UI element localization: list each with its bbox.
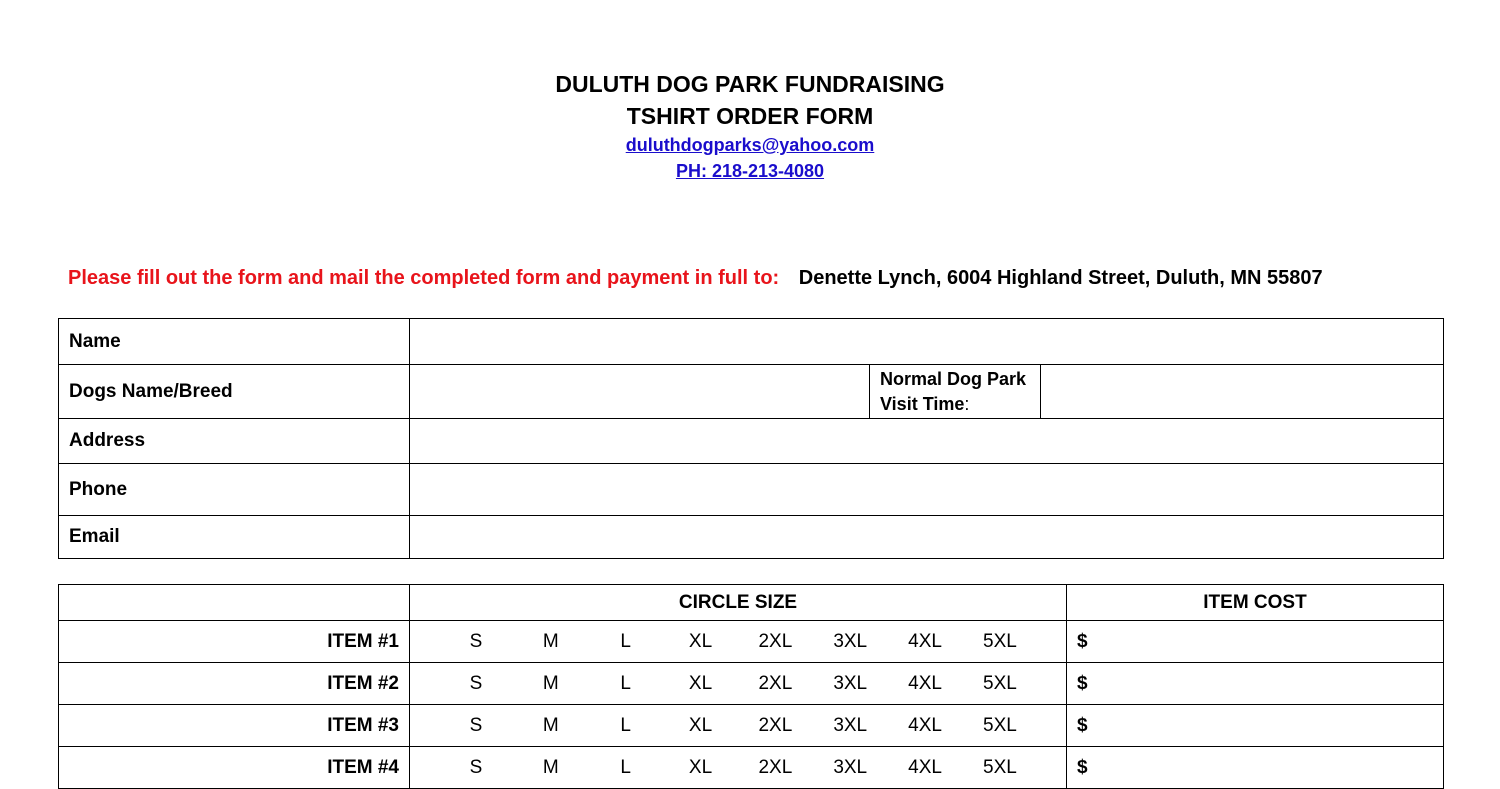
size-option[interactable]: S [469, 714, 483, 736]
size-option[interactable]: L [620, 672, 631, 694]
size-option[interactable]: M [542, 630, 559, 652]
visit-time-colon: : [964, 393, 970, 414]
size-option[interactable]: 4XL [908, 630, 942, 652]
size-option[interactable]: 2XL [758, 756, 793, 778]
size-option[interactable]: M [542, 714, 559, 736]
size-option[interactable]: XL [688, 630, 713, 652]
item-cost-field[interactable] [1067, 747, 1444, 789]
size-option[interactable]: S [469, 630, 483, 652]
visit-time-label-line1: Normal Dog Park [880, 368, 1027, 389]
dollar-sign: $ [1077, 672, 1088, 694]
visit-time-field[interactable] [1041, 365, 1444, 419]
mailing-instruction [68, 267, 1323, 290]
size-option[interactable]: XL [688, 714, 713, 736]
visit-time-label-line2: Visit Time [880, 393, 965, 414]
size-option[interactable]: XL [688, 756, 713, 778]
item-label: ITEM #1 [59, 621, 410, 663]
circle-size-header: CIRCLE SIZE [410, 585, 1067, 621]
size-option[interactable]: XL [688, 672, 713, 694]
size-option[interactable]: L [620, 714, 631, 736]
address-label: Address [59, 419, 410, 464]
blank-header-cell [59, 585, 410, 621]
email-label: Email [59, 516, 410, 559]
item-row [59, 747, 1444, 789]
title-line-2: TSHIRT ORDER FORM [626, 103, 874, 129]
size-option[interactable]: 3XL [833, 714, 868, 736]
size-options [410, 663, 1067, 705]
item-cost-header: ITEM COST [1067, 585, 1444, 621]
size-option[interactable]: 3XL [833, 672, 868, 694]
item-cost-field[interactable] [1067, 663, 1444, 705]
item-label: ITEM #2 [59, 663, 410, 705]
size-option[interactable]: 3XL [833, 630, 868, 652]
dollar-sign: $ [1077, 756, 1088, 778]
size-option[interactable]: M [542, 756, 559, 778]
dog-name-breed-field[interactable] [410, 365, 870, 419]
size-option[interactable]: L [620, 756, 631, 778]
size-option[interactable]: 2XL [758, 672, 793, 694]
size-options [410, 705, 1067, 747]
size-option[interactable]: 4XL [908, 714, 942, 736]
name-label: Name [59, 319, 410, 365]
size-options [410, 747, 1067, 789]
mailing-address: Denette Lynch, 6004 Highland Street, Duluth, MN 55807 [798, 267, 1323, 289]
item-row [59, 621, 1444, 663]
dollar-sign: $ [1077, 714, 1088, 736]
phone-field[interactable] [410, 464, 1444, 516]
size-option[interactable]: 2XL [758, 714, 793, 736]
form-header [0, 68, 1500, 184]
size-option[interactable]: 4XL [908, 672, 942, 694]
item-label: ITEM #3 [59, 705, 410, 747]
item-row [59, 705, 1444, 747]
item-label: ITEM #4 [59, 747, 410, 789]
email-link[interactable]: duluthdogparks@yahoo.com [625, 135, 875, 155]
order-items-table [58, 584, 1444, 789]
instruction-text: Please fill out the form and mail the completed form and payment in full to: [68, 267, 780, 289]
email-field[interactable] [410, 516, 1444, 559]
size-option[interactable]: 2XL [758, 630, 793, 652]
size-option[interactable]: S [469, 672, 483, 694]
size-option[interactable]: 5XL [983, 672, 1017, 694]
item-cost-field[interactable] [1067, 621, 1444, 663]
name-field[interactable] [410, 319, 1444, 365]
visit-time-label [870, 365, 1041, 419]
item-row [59, 663, 1444, 705]
size-option[interactable]: 4XL [908, 756, 942, 778]
size-option[interactable]: 3XL [833, 756, 868, 778]
size-option[interactable]: 5XL [983, 756, 1017, 778]
size-option[interactable]: S [469, 756, 483, 778]
dollar-sign: $ [1077, 630, 1088, 652]
item-cost-field[interactable] [1067, 705, 1444, 747]
dog-name-breed-label: Dogs Name/Breed [59, 365, 410, 419]
phone-label: Phone [59, 464, 410, 516]
size-option[interactable]: 5XL [983, 630, 1017, 652]
address-field[interactable] [410, 419, 1444, 464]
phone-link[interactable]: PH: 218-213-4080 [675, 161, 825, 181]
size-options [410, 621, 1067, 663]
size-option[interactable]: L [620, 630, 631, 652]
size-option[interactable]: M [542, 672, 559, 694]
customer-info-table [58, 318, 1444, 559]
size-option[interactable]: 5XL [983, 714, 1017, 736]
title-line-1: DULUTH DOG PARK FUNDRAISING [555, 71, 945, 97]
